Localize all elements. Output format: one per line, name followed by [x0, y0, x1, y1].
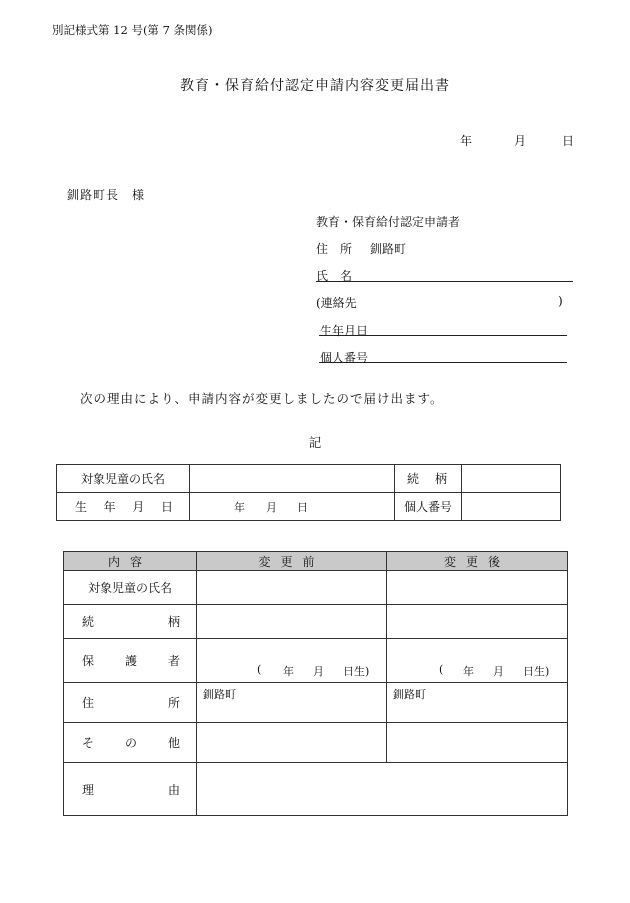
label-char: 続 — [82, 615, 95, 629]
after-relation[interactable] — [387, 605, 568, 639]
label-char: そ — [82, 736, 95, 750]
before-guardian[interactable] — [197, 639, 387, 683]
addressee: 釧路町長 様 — [67, 188, 146, 202]
label-char: 所 — [167, 696, 180, 710]
contact-close-paren: ) — [558, 294, 563, 308]
date-month-label: 月 — [514, 134, 527, 148]
label-char: 理 — [82, 782, 95, 797]
date-year-label: 年 — [460, 134, 473, 148]
birth-char: 生 — [75, 500, 88, 514]
birth-label — [57, 493, 190, 521]
contact-open-label: (連絡先 — [316, 296, 357, 310]
birth-char: 年 — [103, 500, 116, 514]
header-before: 変更前 — [197, 552, 387, 571]
applicant-address-label: 住 所 — [316, 242, 353, 256]
row-label-guardian — [64, 639, 197, 683]
child-info-table — [56, 464, 561, 521]
relation-label: 続 柄 — [395, 465, 462, 493]
applicant-name-field[interactable] — [316, 281, 573, 282]
row-label-relation — [64, 605, 197, 639]
body-text: 次の理由により、申請内容が変更しましたので届け出ます。 — [80, 391, 444, 406]
birth-char: 日 — [160, 500, 173, 514]
applicant-birth-label: 生年月日 — [320, 324, 369, 338]
applicant-address-value[interactable]: 釧路町 — [370, 242, 407, 256]
ki-heading: 記 — [308, 435, 322, 450]
before-address[interactable] — [197, 683, 387, 723]
reason-field[interactable] — [197, 763, 568, 816]
guardian-open-paren: ( — [257, 663, 262, 676]
date-day-label: 日 — [562, 134, 575, 148]
label-char: の — [124, 736, 137, 750]
row-label-other — [64, 723, 197, 763]
after-child-name[interactable] — [387, 571, 568, 605]
mynumber-label: 個人番号 — [395, 493, 462, 521]
after-other[interactable] — [387, 723, 568, 763]
after-guardian[interactable] — [387, 639, 568, 683]
child-name-field[interactable] — [190, 465, 395, 493]
before-child-name[interactable] — [197, 571, 387, 605]
birth-year: 年 — [234, 501, 245, 514]
guardian-month: 月 — [493, 665, 504, 678]
before-address-prefill: 釧路町 — [203, 688, 236, 701]
after-address-prefill: 釧路町 — [393, 688, 426, 701]
guardian-year: 年 — [463, 665, 474, 678]
change-table — [63, 551, 568, 816]
guardian-day: 日生) — [343, 665, 370, 678]
label-char: 保 — [82, 654, 95, 668]
label-char: 者 — [167, 654, 180, 668]
after-address[interactable] — [387, 683, 568, 723]
applicant-mynumber-field[interactable] — [319, 362, 567, 363]
before-other[interactable] — [197, 723, 387, 763]
relation-field[interactable] — [462, 465, 561, 493]
label-char: 柄 — [167, 615, 180, 629]
applicant-birth-field[interactable] — [319, 335, 567, 336]
row-label-address — [64, 683, 197, 723]
label-char: 他 — [167, 736, 180, 750]
child-name-label: 対象児童の氏名 — [57, 465, 190, 493]
before-relation[interactable] — [197, 605, 387, 639]
header-content: 内容 — [64, 552, 197, 571]
form-reference: 別記様式第 12 号(第 7 条関係) — [52, 23, 213, 37]
label-char: 住 — [82, 696, 95, 710]
mynumber-field[interactable] — [462, 493, 561, 521]
applicant-heading: 教育・保育給付認定申請者 — [316, 215, 461, 229]
birth-day: 日 — [297, 501, 308, 514]
birth-month: 月 — [266, 501, 277, 514]
applicant-name-label: 氏 名 — [316, 269, 353, 283]
header-after: 変更後 — [387, 552, 568, 571]
row-label-reason — [64, 763, 197, 816]
guardian-year: 年 — [283, 665, 294, 678]
guardian-open-paren: ( — [439, 663, 444, 676]
document-title: 教育・保育給付認定申請内容変更届出書 — [180, 78, 450, 94]
guardian-month: 月 — [313, 665, 324, 678]
guardian-day: 日生) — [523, 665, 550, 678]
label-char: 護 — [124, 654, 137, 668]
row-label-child-name: 対象児童の氏名 — [64, 571, 197, 605]
birth-field[interactable] — [190, 493, 395, 521]
label-char: 由 — [167, 782, 180, 797]
applicant-mynumber-label: 個人番号 — [320, 351, 369, 365]
birth-char: 月 — [132, 500, 145, 514]
